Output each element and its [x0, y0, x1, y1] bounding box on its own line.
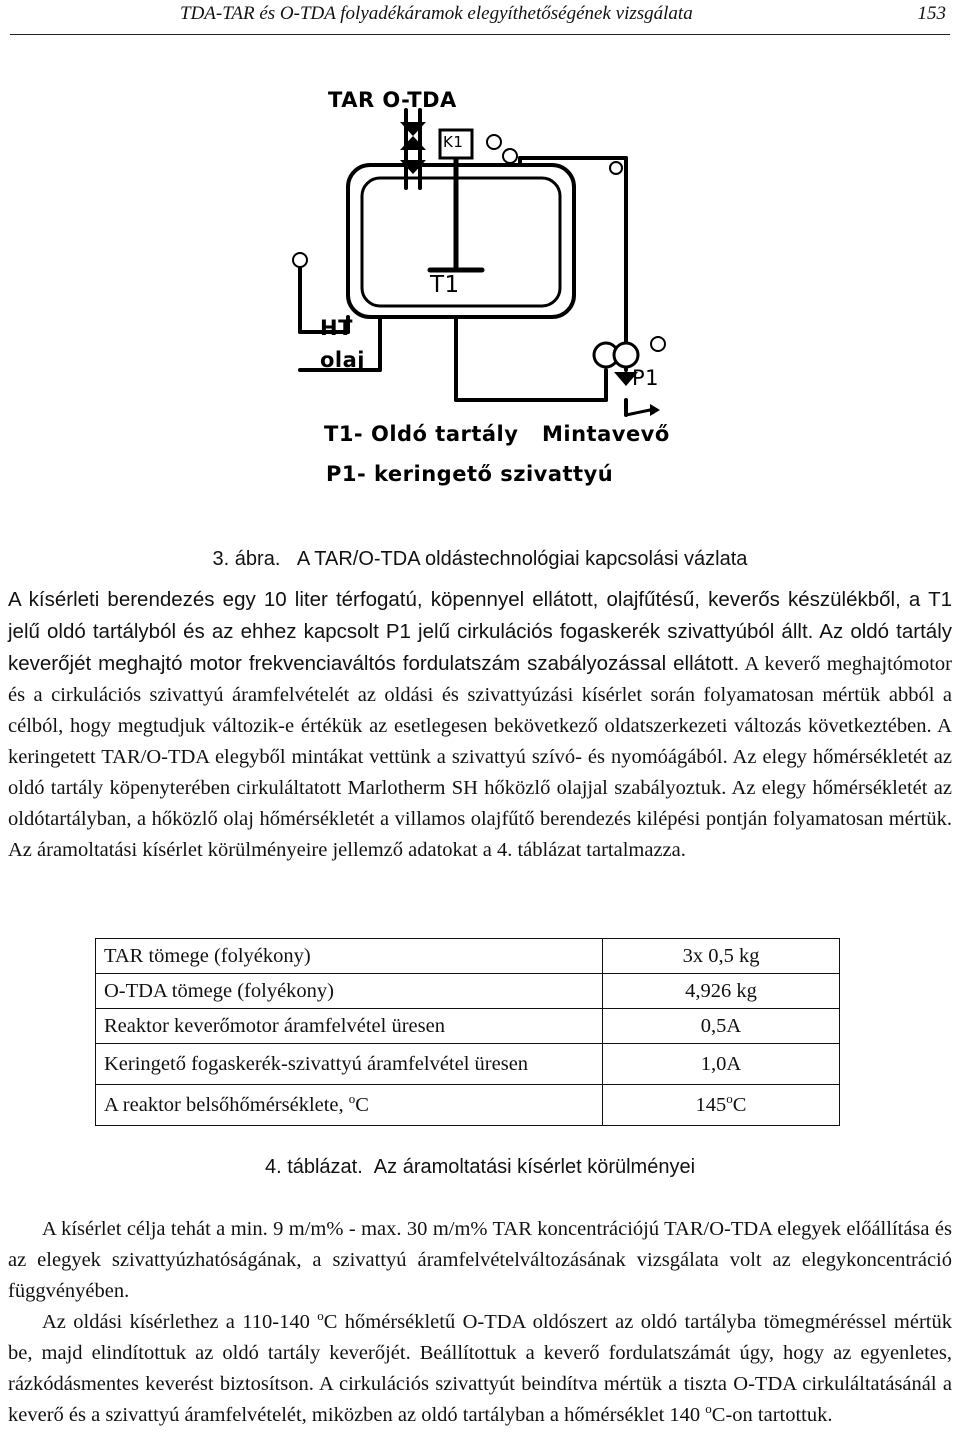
table-cell-value: 4,926 kg	[603, 974, 840, 1009]
paragraph-2	[8, 1214, 952, 1307]
paragraph-3-part-b: C hőmérsékletű O-TDA oldószert az oldó tartályba tömegméréssel mértük be, majd elindítottuk az oldó tartály keverőjét. Beállítottuk a keverő fordulatszámát úgy, hogy az egyenletes, rázkódásmentes keverést biztosítson. A cirkulációs szivattyút beindítva mértük a tiszta O-TDA cirkuláltatásánál a keverő és a szivattyú áramfelvételét, miközben az oldó tartályban a hőmérséklet 140	[8, 1311, 953, 1426]
legend-t1: T1- Oldó tartály	[324, 422, 519, 446]
pump-p1-icon	[594, 343, 638, 367]
legend-p1: P1- keringető szivattyú	[326, 462, 614, 486]
parameters-table	[95, 938, 840, 1126]
label-k1: K1	[443, 133, 464, 151]
paragraph-1-part-b: A keverő meghajtómotor és a cirkulációs szivattyú áramfelvételét az oldási és szivattyúzási kísérlet során folyamatosan mértük abból a célból, hogy megtudjuk változik-e értékük az esetlegesen bekövetkező oldatszerkezeti változás következtében. A keringetett TAR/O-TDA elegyből mintákat vettünk a szivattyú szívó- és nyomóágából. Az elegy hőmérsékletét az oldó tartály köpenyterében cirkuláltatott Marlotherm SH hőközlő olajjal szabályoztuk. Az elegy hőmérsékletét az oldótartályban, a hőközlő olaj hőmérsékletét a villamos olajfűtő berendezés kilépési pontján folyamatosan mértük. Az áramoltatási kísérlet körülményeire jellemző adatokat a 4. táblázat tartalmazza.	[8, 653, 952, 861]
table-row	[96, 1044, 840, 1085]
table-row	[96, 1085, 840, 1126]
paragraph-3-part-c: C-on tartottuk.	[711, 1404, 833, 1426]
table-cell-label: TAR tömege (folyékony)	[96, 939, 603, 974]
process-diagram	[230, 70, 730, 500]
degree-sup: o	[317, 1308, 324, 1324]
temp-label-text: A reaktor belsőhőmérséklete,	[104, 1093, 349, 1116]
table-row	[96, 1009, 840, 1044]
label-mintavevo: Mintavevő	[542, 422, 670, 446]
table-cell-value: 0,5A	[603, 1009, 840, 1044]
table-cell-label	[96, 1085, 603, 1126]
temp-value: 145	[695, 1093, 727, 1116]
running-title: TDA-TAR és O-TDA folyadékáramok elegyíthetőségének vizsgálata	[180, 3, 693, 24]
table-row	[96, 939, 840, 974]
table-cell-label: Reaktor keverőmotor áramfelvétel üresen	[96, 1009, 603, 1044]
tank-jacket	[348, 165, 574, 317]
degree-sup: o	[705, 1401, 712, 1417]
paragraph-3-part-a: Az oldási kísérlethez a 110-140	[42, 1311, 318, 1333]
figure-caption	[0, 548, 960, 571]
label-p1: P1	[632, 366, 660, 390]
table-caption	[0, 1156, 960, 1179]
paragraph-2-text: A kísérlet célja tehát a min. 9 m/m% - max. 30 m/m% TAR koncentrációjú TAR/O-TDA elegyek előállítása és az elegyek szivattyúzhatóságának, a szivattyú áramfelvételváltozásának vizsgálata volt az elegykoncentráció függvényében.	[8, 1218, 952, 1302]
tank-t1	[362, 178, 560, 306]
table-cell-label: Keringető fogaskerék-szivattyú áramfelvétel üresen	[96, 1044, 603, 1085]
paragraph-3	[8, 1307, 952, 1431]
degree-sup: o	[348, 1090, 356, 1106]
gauge-icon	[487, 135, 501, 149]
paragraph-1-part-a: A kísérleti berendezés egy 10 liter térfogatú, köpennyel ellátott, olajfűtésű, keverős készülékből, a T1 jelű oldó tartályból és az ehhez kapcsolt P1 jelű cirkulációs fogaskerék szivattyúból állt. Az oldó tartály keverőjét meghajtó motor frekvenciaváltós fordulatszám szabályozással ellátott.	[8, 588, 952, 675]
thermometer-icon	[503, 149, 517, 163]
temp-value-unit: C	[732, 1093, 747, 1116]
table-cell-value	[603, 1085, 840, 1126]
pump-gauge-icon	[651, 337, 665, 351]
paragraph-1	[8, 584, 952, 866]
table-cell-value: 1,0A	[603, 1044, 840, 1085]
oil-thermometer-icon	[293, 253, 307, 267]
label-tar-otda: TAR O-TDA	[328, 88, 457, 112]
gauge-icon	[610, 162, 622, 174]
figure-caption-number: 3. ábra.	[212, 548, 281, 570]
page-number: 153	[917, 3, 946, 24]
label-olaj: olaj	[320, 348, 365, 372]
table-caption-text: Az áramoltatási kísérlet körülményei	[373, 1156, 696, 1178]
temp-label-unit: C	[355, 1093, 369, 1116]
label-t1: T1	[430, 272, 460, 298]
running-header	[10, 0, 950, 35]
figure-caption-text: A TAR/O-TDA oldástechnológiai kapcsolási vázlata	[296, 548, 748, 570]
table-caption-number: 4. táblázat.	[264, 1156, 363, 1178]
label-ht: HT	[320, 316, 353, 340]
degree-sup: o	[726, 1090, 733, 1106]
sample-arrow-icon	[650, 404, 660, 416]
table-cell-value: 3x 0,5 kg	[603, 939, 840, 974]
table-row	[96, 974, 840, 1009]
table-cell-label: O-TDA tömege (folyékony)	[96, 974, 603, 1009]
sample-arrow-shaft	[626, 410, 650, 415]
